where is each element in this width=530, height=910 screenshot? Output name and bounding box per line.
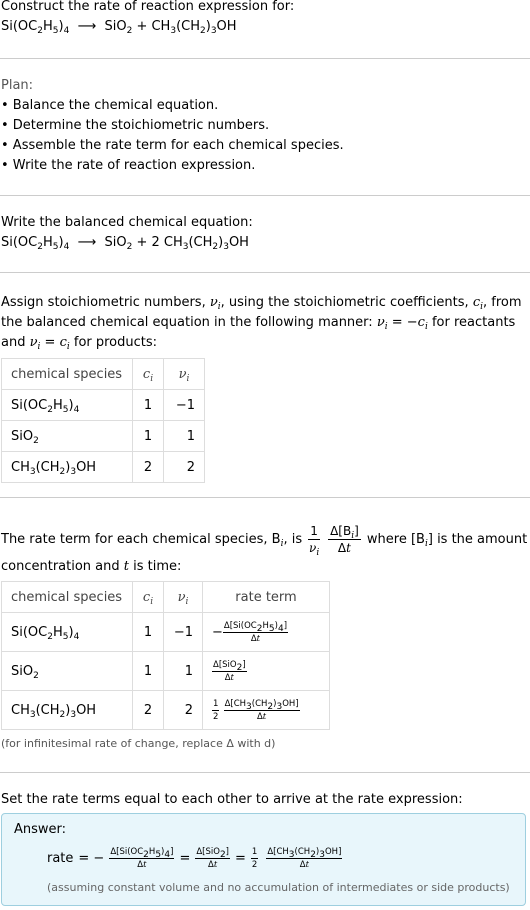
balanced-equation: $Si(OC_2H_5)_4$ ⟶ SiO$_2$ + 2 $CH_3(CH_2)_3OH$ [1, 235, 249, 252]
balanced-heading: Write the balanced chemical equation: [1, 215, 253, 230]
column-header: chemical species [2, 582, 133, 613]
table-cell: 1 [133, 390, 164, 421]
table-cell: 2 [133, 452, 164, 483]
column-header: $c_i$ [133, 359, 164, 390]
column-header: $\nu_i$ [164, 359, 205, 390]
footnote: (for infinitesimal rate of change, replace Δ with d) [1, 737, 276, 750]
rate-term-cell: $\frac{1}{2}$ $\frac{\Delta[CH_3(CH_2)_3OH]}{\Delta t}$ [203, 691, 330, 730]
table-cell: 1 [164, 652, 203, 691]
stoich-intro: the balanced chemical equation in the following manner: $\nu_i = -c_i$ for reactants [1, 315, 516, 332]
plan-step: • Assemble the rate term for each chemical species. [1, 138, 344, 153]
stoich-table [1, 358, 205, 483]
plan-step: • Write the rate of reaction expression. [1, 158, 256, 173]
answer-box [1, 813, 526, 906]
stoich-intro: Assign stoichiometric numbers, $\nu_i$, using the stoichiometric coefficients, $c_i$, from [1, 295, 522, 312]
rate-word: rate [47, 851, 74, 866]
stoich-intro: and $\nu_i = c_i$ for products: [1, 335, 158, 352]
rate-term-cell: − $\frac{\Delta[Si(OC_2H_5)_4]}{\Delta t}$ [203, 613, 330, 652]
column-header: $c_i$ [133, 582, 164, 613]
reaction-equation: $Si(OC_2H_5)_4$ ⟶ $SiO_2 + CH_3(CH_2)_3OH$ [1, 19, 237, 36]
table-cell-species: $Si(OC_2H_5)_4$ [2, 613, 133, 652]
plan-heading: Plan: [1, 78, 34, 93]
table-cell: −1 [164, 390, 205, 421]
column-header: rate term [203, 582, 330, 613]
answer-label: Answer: [14, 822, 67, 837]
plan-step: • Balance the chemical equation. [1, 98, 219, 113]
table-cell: 1 [164, 421, 205, 452]
table-cell-species: SiO$_2$ [2, 652, 133, 691]
divider [0, 195, 530, 196]
column-header: chemical species [2, 359, 133, 390]
divider [0, 58, 530, 59]
table-cell: 2 [133, 691, 164, 730]
divider [0, 272, 530, 273]
answer-note: (assuming constant volume and no accumulation of intermediates or side products) [47, 881, 510, 894]
table-cell: 1 [133, 613, 164, 652]
table-cell: −1 [164, 613, 203, 652]
table-cell: 1 [133, 421, 164, 452]
page-title: Construct the rate of reaction expression for: [1, 0, 295, 14]
table-cell-species: $Si(OC_2H_5)_4$ [2, 390, 133, 421]
table-cell-species: $CH_3(CH_2)_3OH$ [2, 452, 133, 483]
table-cell: 1 [133, 652, 164, 691]
table-cell-species: $CH_3(CH_2)_3OH$ [2, 691, 133, 730]
divider [0, 772, 530, 773]
rate-term-cell: $\frac{\Delta[SiO_2]}{\Delta t}$ [203, 652, 330, 691]
plan-step: • Determine the stoichiometric numbers. [1, 118, 270, 133]
table-cell: 2 [164, 452, 205, 483]
final-heading: Set the rate terms equal to each other to arrive at the rate expression: [1, 792, 463, 807]
divider [0, 497, 530, 498]
table-cell: 2 [164, 691, 203, 730]
rate-term-intro: The rate term for each chemical species, $B_i$, is $\frac{1}{\nu_i}$ $\frac{\Delta[B_i]}{\Delta t}$ where $[B_i]$ is the amount [1, 524, 528, 558]
column-header: $\nu_i$ [164, 582, 203, 613]
rate-expression: rate = − $\frac{\Delta[Si(OC_2H_5)_4]}{\Delta t}$ = $\frac{\Delta[SiO_2]}{\Delta t}$ = $\frac{1}{2}$ $\frac{\Delta[CH_3(CH_2)_3OH]}{\Delta t}$ [47, 847, 342, 870]
rate-term-intro: concentration and t is time: [1, 559, 182, 574]
table-cell-species: SiO$_2$ [2, 421, 133, 452]
rate-term-table [1, 581, 330, 730]
